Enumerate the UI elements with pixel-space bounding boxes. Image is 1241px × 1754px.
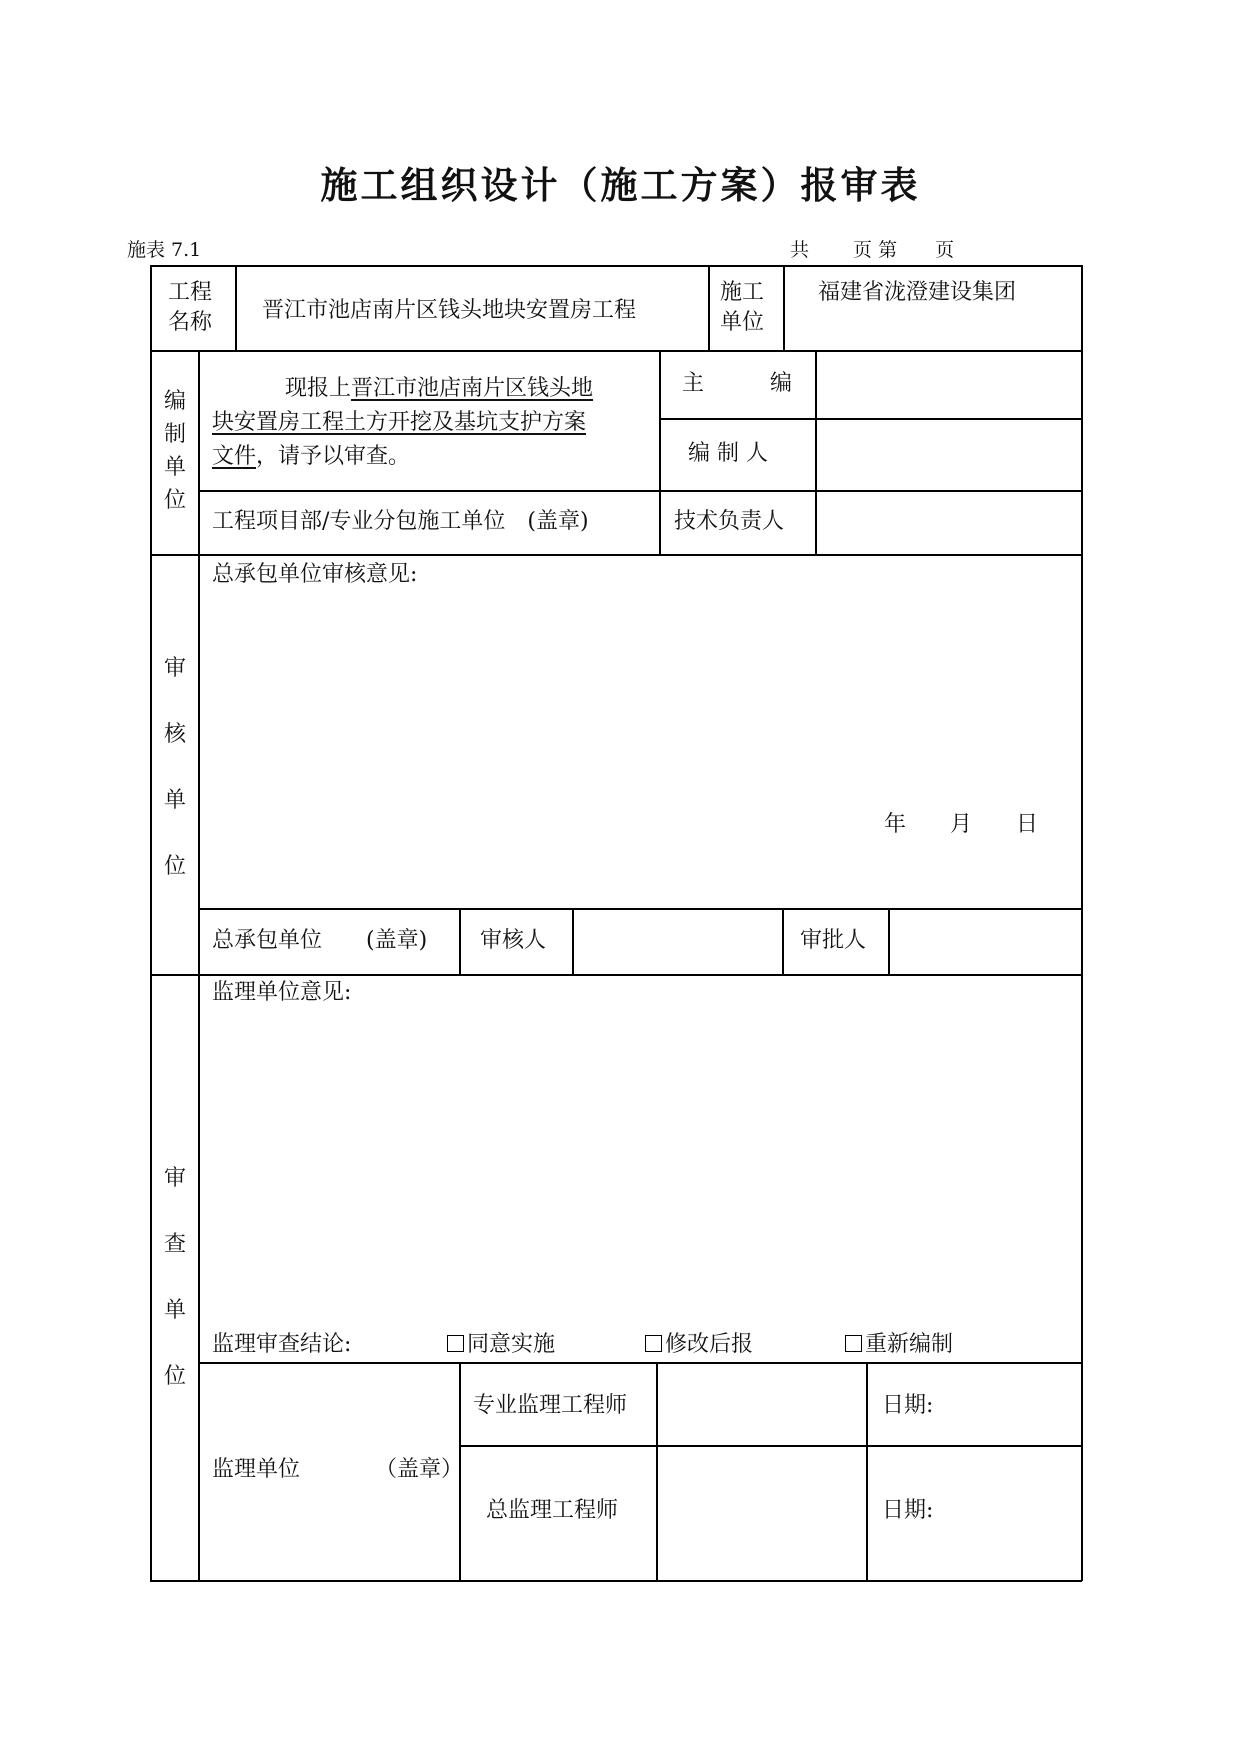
rule <box>198 908 1082 910</box>
editor-label: 编 制 人 <box>688 441 768 466</box>
rule <box>659 350 661 555</box>
rule <box>815 350 817 555</box>
contractor-label: 施工 单位 <box>720 280 765 335</box>
specialist-date-label: 日期: <box>882 1393 934 1418</box>
chief-engineer-field[interactable] <box>662 1452 860 1572</box>
editor-field[interactable] <box>822 430 1076 482</box>
chief-date-label: 日期: <box>882 1498 934 1523</box>
option-revise[interactable]: 修改后报 <box>645 1330 753 1360</box>
rule <box>888 908 890 975</box>
general-contractor-stamp: 总承包单位 (盖章) <box>212 928 428 953</box>
review-unit-side-label: 审 核 单 位 <box>163 656 186 879</box>
conclusion-label: 监理审查结论: <box>212 1332 352 1357</box>
supervision-opinion-label: 监理单位意见: <box>212 980 352 1005</box>
review-date: 年 月 日 <box>884 812 1039 837</box>
rule <box>150 554 1082 556</box>
checkbox-icon <box>845 1335 862 1352</box>
supervision-unit-stamp: （盖章） <box>375 1457 464 1482</box>
approver-label: 审批人 <box>800 928 867 953</box>
project-name-label: 工程 名称 <box>168 280 213 335</box>
specialist-engineer-label: 专业监理工程师 <box>473 1393 628 1418</box>
option-agree[interactable]: 同意实施 <box>447 1330 555 1360</box>
rule <box>783 265 785 351</box>
page-count: 共 页 第 页 <box>790 239 955 261</box>
chief-editor-label: 主 编 <box>682 371 793 396</box>
contractor-value: 福建省泷澄建设集团 <box>818 280 1017 305</box>
checkbox-icon <box>645 1335 662 1352</box>
inspection-unit-side-label: 审 查 单 位 <box>163 1166 186 1389</box>
supervision-unit-label: 监理单位 <box>212 1457 301 1482</box>
rule <box>656 1362 658 1581</box>
rule <box>198 350 200 1581</box>
checkbox-icon <box>447 1335 464 1352</box>
border-right <box>1081 265 1083 1581</box>
tech-lead-field[interactable] <box>822 496 1076 548</box>
rule <box>459 1445 1082 1447</box>
prepare-unit-side-label: 编 制 单 位 <box>163 389 186 513</box>
border-left <box>150 265 152 1581</box>
form-title: 施工组织设计（施工方案）报审表 <box>320 163 921 207</box>
rule <box>150 350 1082 352</box>
rule <box>235 265 237 351</box>
rule <box>782 908 784 975</box>
submission-statement: 现报上晋江市池店南片区钱头地 块安置房工程土方开挖及基坑支护方案 文件，请予以审查。 <box>212 376 594 469</box>
rule <box>708 265 710 351</box>
project-name-value: 晋江市池店南片区钱头地块安置房工程 <box>262 298 637 323</box>
rule <box>572 908 574 975</box>
specialist-engineer-field[interactable] <box>662 1370 860 1438</box>
chief-editor-field[interactable] <box>822 365 1076 413</box>
rule <box>198 1362 1082 1364</box>
border-bottom <box>150 1580 1082 1582</box>
prepare-unit-stamp: 工程项目部/专业分包施工单位 (盖章) <box>212 509 589 534</box>
rule <box>459 908 461 975</box>
reviewer-label: 审核人 <box>480 928 547 953</box>
rule <box>866 1362 868 1581</box>
general-contractor-opinion-label: 总承包单位审核意见: <box>212 562 418 587</box>
supervision-opinion-field[interactable] <box>212 1012 1072 1322</box>
chief-engineer-label: 总监理工程师 <box>486 1498 619 1523</box>
approver-field[interactable] <box>894 914 1076 968</box>
rule <box>198 490 1082 492</box>
option-recompile[interactable]: 重新编制 <box>845 1330 953 1360</box>
form-number: 施表 7.1 <box>127 239 202 261</box>
rule <box>150 974 1082 976</box>
border-top <box>150 265 1082 267</box>
tech-lead-label: 技术负责人 <box>674 509 785 534</box>
general-contractor-opinion-field[interactable] <box>212 592 1072 797</box>
rule <box>659 418 1082 420</box>
reviewer-field[interactable] <box>578 914 776 968</box>
